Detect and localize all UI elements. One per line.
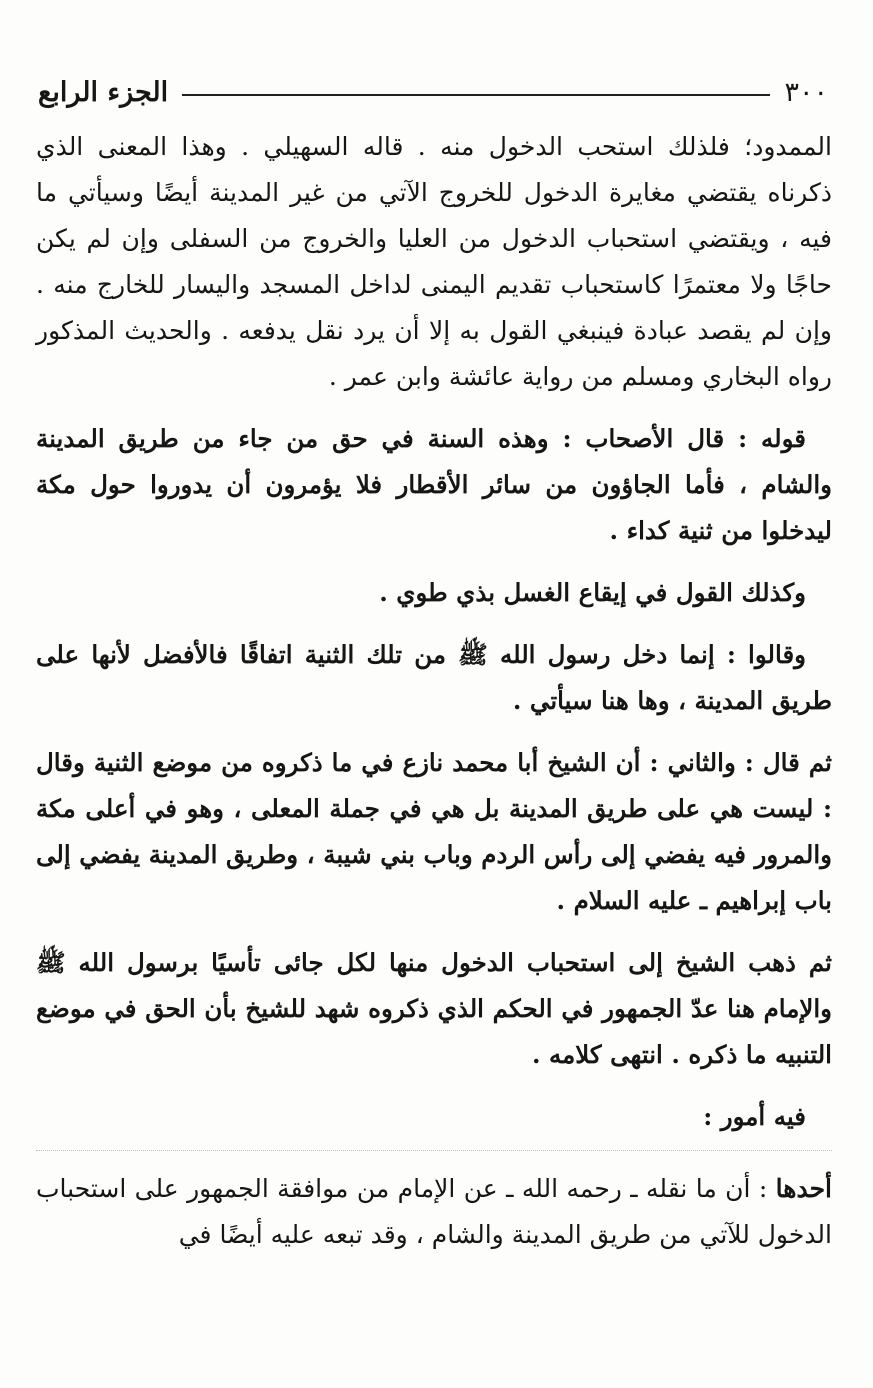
paragraph-gap [36,1078,832,1094]
paragraph-3: وكذلك القول في إيقاع الغسل بذي طوي . [379,578,806,607]
paragraph-8-text: : أن ما نقله ـ رحمه الله ـ عن الإمام من موافقة الجمهور على استحباب الدخول للآتي من طريق المدينة والشام ، وقد تبعه عليه أيضًا في [36,1174,832,1249]
paragraph-gap [36,616,832,632]
page-body [36,124,832,1374]
paragraph-4: وقالوا : إنما دخل رسول الله ﷺ من تلك الثنية اتفاقًا فالأفضل لأنها على طريق المدينة ، وها هنا سيأتي . [36,640,832,715]
section-divider [36,1150,832,1152]
paragraph-gap [36,400,832,416]
paragraph-6: ثم ذهب الشيخ إلى استحباب الدخول منها لكل جائى تأسيًا برسول الله ﷺ والإمام هنا عدّ الجمهور في الحكم الذي ذكروه شهد للشيخ بأن الحق في موضع التنبيه ما ذكره . انتهى كلامه . [36,948,832,1069]
paragraph-8 [36,1166,832,1258]
page-header [38,70,828,114]
paragraph-gap [36,554,832,570]
paragraph-gap [36,924,832,940]
paragraph-7: فيه أمور : [703,1102,806,1131]
running-title: الجزء الرابع [38,76,169,108]
paragraph-8-lead: أحدها [775,1174,832,1203]
paragraph-1: الممدود؛ فلذلك استحب الدخول منه . قاله السهيلي . وهذا المعنى الذي ذكرناه يقتضي مغايرة الدخول للخروج الآتي من غير المدينة أيضًا وسيأتي ما فيه ، ويقتضي استحباب الدخول من العليا والخروج من السفلى وإن لم يكن حاجًا ولا معتمرًا كاستحباب تقديم اليمنى لداخل المسجد واليسار للخارج منه . وإن لم يقصد عبادة فينبغي القول به إلا أن يرد نقل يدفعه . والحديث المذكور رواه البخاري ومسلم من رواية عائشة وابن عمر . [36,132,832,391]
paragraph-2: قوله : قال الأصحاب : وهذه السنة في حق من جاء من طريق المدينة والشام ، فأما الجاؤون من سائر الأقطار فلا يؤمرون أن يدوروا حول مكة ليدخلوا من ثنية كداء . [36,424,832,545]
page-number: ٣٠٠ [784,76,828,108]
header-rule [182,94,770,96]
paragraph-5: ثم قال : والثاني : أن الشيخ أبا محمد نازع في ما ذكروه من موضع الثنية وقال : ليست هي على طريق المدينة بل هي في جملة المعلى ، وهو في أعلى مكة والمرور فيه يفضي إلى رأس الردم وباب بني شيبة ، وطريق المدينة يفضي إلى باب إبراهيم ـ عليه السلام . [36,748,832,915]
paragraph-gap [36,724,832,740]
